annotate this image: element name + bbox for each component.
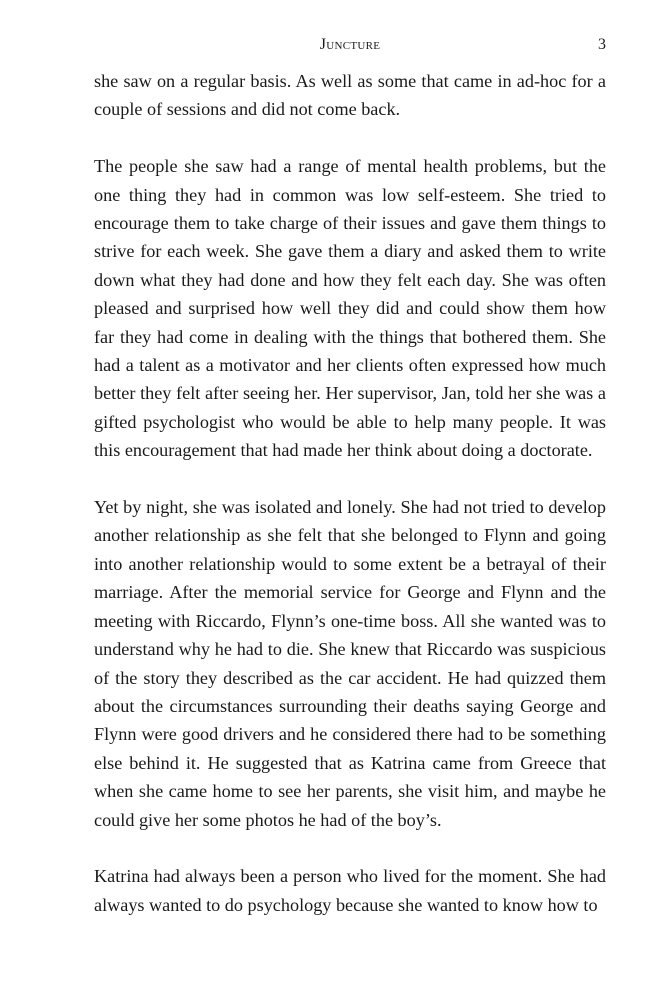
page-number: 3 (598, 36, 606, 53)
paragraph: Yet by night, she was isolated and lonely. She had not tried to develop another relationship as she felt that she belonged to Flynn and going into another relationship would to some extent be a betrayal of their marriage. After the memorial service for George and Flynn and the meeting with Riccardo, Flynn’s one-time boss. All she wanted was to understand why he had to die. She knew that Riccardo was suspicious of the story they described as the car accident. He had quizzed them about the circumstances surrounding their deaths saying George and Flynn were good drivers and he considered there had to be something else behind it. He suggested that as Katrina came from Greece that when she came home to see her parents, she visit him, and maybe he could give her some photos he had of the boy’s. (94, 497, 606, 830)
body-text (94, 67, 606, 919)
running-title: Juncture (319, 36, 381, 53)
paragraph: she saw on a regular basis. As well as some that came in ad-hoc for a couple of sessions and did not come back. (94, 71, 606, 120)
running-header (94, 34, 606, 56)
paragraph: Katrina had always been a person who lived for the moment. She had always wanted to do psychology because she wanted to know how to (94, 866, 606, 915)
paragraph: The people she saw had a range of mental health problems, but the one thing they had in common was low self-esteem. She tried to encourage them to take charge of their issues and gave them things to strive for each week. She gave them a diary and asked them to write down what they had done and how they felt each day. She was often pleased and surprised how well they did and could show them how far they had come in dealing with the things that bothered them. She had a talent as a motivator and her clients often expressed how much better they felt after seeing her. Her supervisor, Jan, told her she was a gifted psychologist who would be able to help many people. It was this encouragement that had made her think about doing a doctorate. (94, 156, 606, 461)
